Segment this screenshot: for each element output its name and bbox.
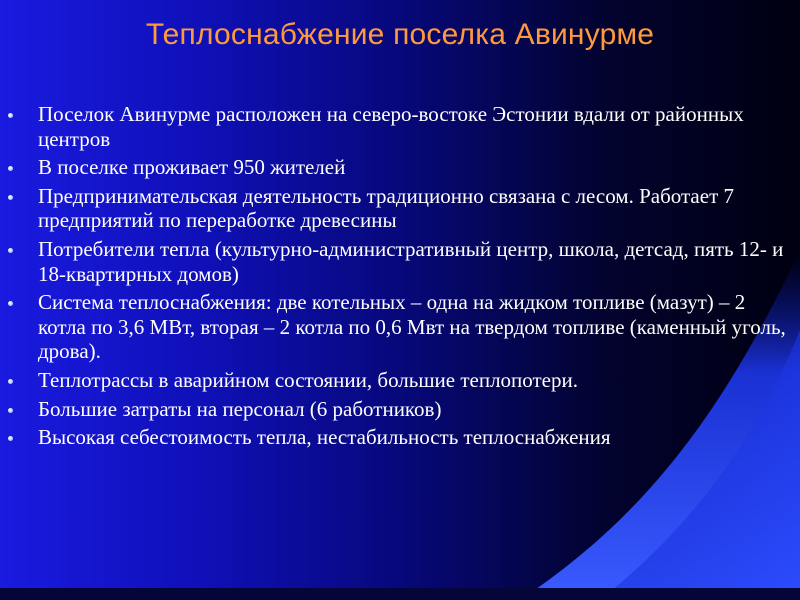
bullet-text: Большие затраты на персонал (6 работников) bbox=[38, 396, 442, 421]
bullet-text: Поселок Авинурме расположен на северо-востоке Эстонии вдали от районных центров bbox=[38, 102, 744, 151]
bullet-item bbox=[0, 184, 790, 233]
bullet-text: Высокая себестоимость тепла, нестабильность теплоснабжения bbox=[38, 425, 611, 450]
bullet-text: Система теплоснабжения: две котельных – одна на жидком топливе (мазут) – 2 котла по 3,6 МВт, вторая – 2 котла по 0,6 Мвт на твердом топливе (каменный уголь, дрова). bbox=[38, 290, 786, 364]
bullet-text: Теплотрассы в аварийном состоянии, большие теплопотери. bbox=[38, 367, 578, 392]
bullet-list bbox=[0, 102, 790, 454]
bullet-item bbox=[0, 368, 790, 393]
bullet-dot-icon bbox=[8, 301, 13, 306]
bullet-dot-icon bbox=[8, 408, 13, 413]
bullet-text: Потребители тепла (культурно-административный центр, школа, детсад, пять 12- и 18-квартирных домов) bbox=[38, 236, 784, 286]
bullet-text: Предпринимательская деятельность традиционно связана с лесом. Работает 7 предприятий по переработке древесины bbox=[38, 183, 735, 233]
bullet-text: В поселке проживает 950 жителей bbox=[38, 155, 346, 180]
bullet-dot-icon bbox=[8, 248, 13, 253]
bullet-dot-icon bbox=[8, 113, 13, 118]
bullet-dot-icon bbox=[8, 379, 13, 384]
bullet-dot-icon bbox=[8, 195, 13, 200]
bullet-item bbox=[0, 237, 790, 286]
bullet-item bbox=[0, 425, 790, 450]
bullet-item bbox=[0, 397, 790, 422]
bullet-item bbox=[0, 102, 790, 151]
bullet-item bbox=[0, 290, 790, 364]
slide-title: Теплоснабжение поселка Авинурме bbox=[145, 18, 655, 51]
bullet-dot-icon bbox=[8, 436, 13, 441]
bullet-item bbox=[0, 155, 790, 180]
bullet-dot-icon bbox=[8, 166, 13, 171]
